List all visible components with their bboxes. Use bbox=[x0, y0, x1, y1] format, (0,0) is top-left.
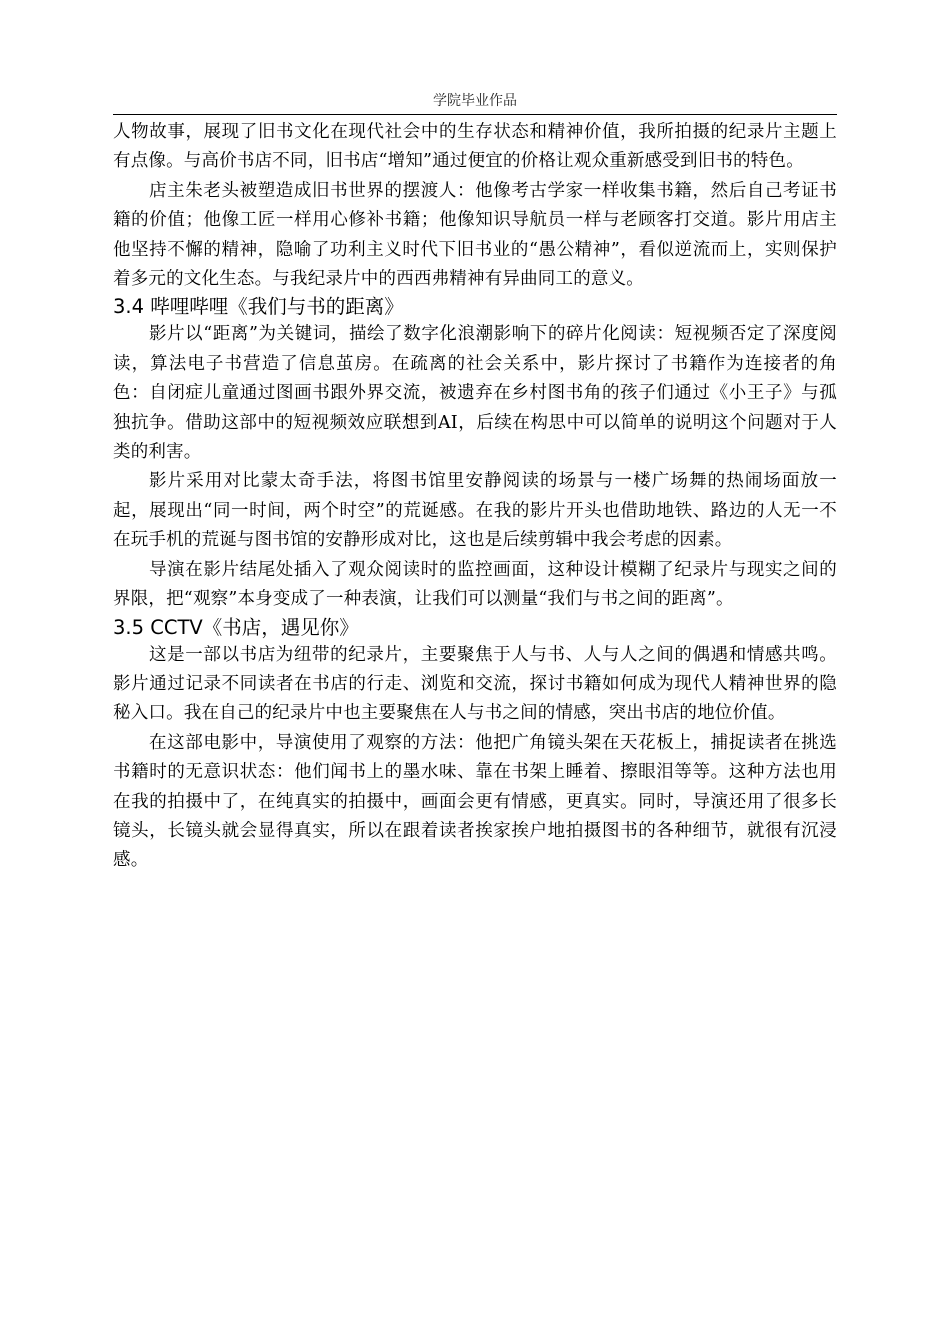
paragraph-3-4-2: 影片采用对比蒙太奇手法，将图书馆里安静阅读的场景与一楼广场舞的热闹场面放一起，展现出“同一时间，两个时空”的荒诞感。在我的影片开头也借助地铁、路边的人无一不在玩手机的荒诞与图书馆的安静形成对比，这也是后续剪辑中我会考虑的因素。 bbox=[113, 471, 837, 551]
paragraph-3-5-2: 在这部电影中，导演使用了观察的方法：他把广角镜头架在天花板上，捕捉读者在挑选书籍时的无意识状态：他们闻书上的墨水味、靠在书架上睡着、擦眼泪等等。这种方法也用在我的拍摄中了，在纯真实的拍摄中，画面会更有情感，更真实。同时，导演还用了很多长镜头，长镜头就会显得真实，所以在跟着读者挨家挨户地拍摄图书的各种细节，就很有沉浸感。 bbox=[113, 732, 837, 871]
page-content bbox=[113, 118, 837, 876]
paragraph-intro-shopkeeper: 店主朱老头被塑造成旧书世界的摆渡人：他像考古学家一样收集书籍，然后自己考证书籍的价值；他像工匠一样用心修补书籍；他像知识导航员一样与老顾客打交道。影片用店主他坚持不懈的精神，隐喻了功利主义时代下旧书业的“愚公精神”，看似逆流而上，实则保护着多元的文化生态。与我纪录片中的西西弗精神有异曲同工的意义。 bbox=[113, 180, 837, 290]
section-heading-3-4: 3.4 哔哩哔哩《我们与书的距离》 bbox=[113, 295, 404, 319]
section-heading-3-5: 3.5 CCTV《书店，遇见你》 bbox=[113, 615, 359, 639]
running-header: 学院毕业作品 bbox=[433, 93, 517, 109]
paragraph-3-4-3: 导演在影片结尾处插入了观众阅读时的监控画面，这种设计模糊了纪录片与现实之间的界限，把“观察”本身变成了一种表演，让我们可以测量“我们与书之间的距离”。 bbox=[113, 559, 837, 610]
header-rule bbox=[113, 114, 837, 115]
paragraph-3-4-1: 影片以“距离”为关键词，描绘了数字化浪潮影响下的碎片化阅读：短视频否定了深度阅读，算法电子书营造了信息茧房。在疏离的社会关系中，影片探讨了书籍作为连接者的角色：自闭症儿童通过图画书跟外界交流，被遗弃在乡村图书角的孩子们通过《小王子》与孤独抗争。借助这部中的短视频效应联想到AI，后续在构思中可以简单的说明这个问题对于人类的利害。 bbox=[113, 324, 837, 463]
paragraph-intro-continuation: 人物故事，展现了旧书文化在现代社会中的生存状态和精神价值，我所拍摄的纪录片主题上有点像。与高价书店不同，旧书店“增知”通过便宜的价格让观众重新感受到旧书的特色。 bbox=[113, 122, 837, 172]
paragraph-3-5-1: 这是一部以书店为纽带的纪录片，主要聚焦于人与书、人与人之间的偶遇和情感共鸣。影片通过记录不同读者在书店的行走、浏览和交流，探讨书籍如何成为现代人精神世界的隐秘入口。我在自己的纪录片中也主要聚焦在人与书之间的情感，突出书店的地位价值。 bbox=[113, 644, 837, 724]
